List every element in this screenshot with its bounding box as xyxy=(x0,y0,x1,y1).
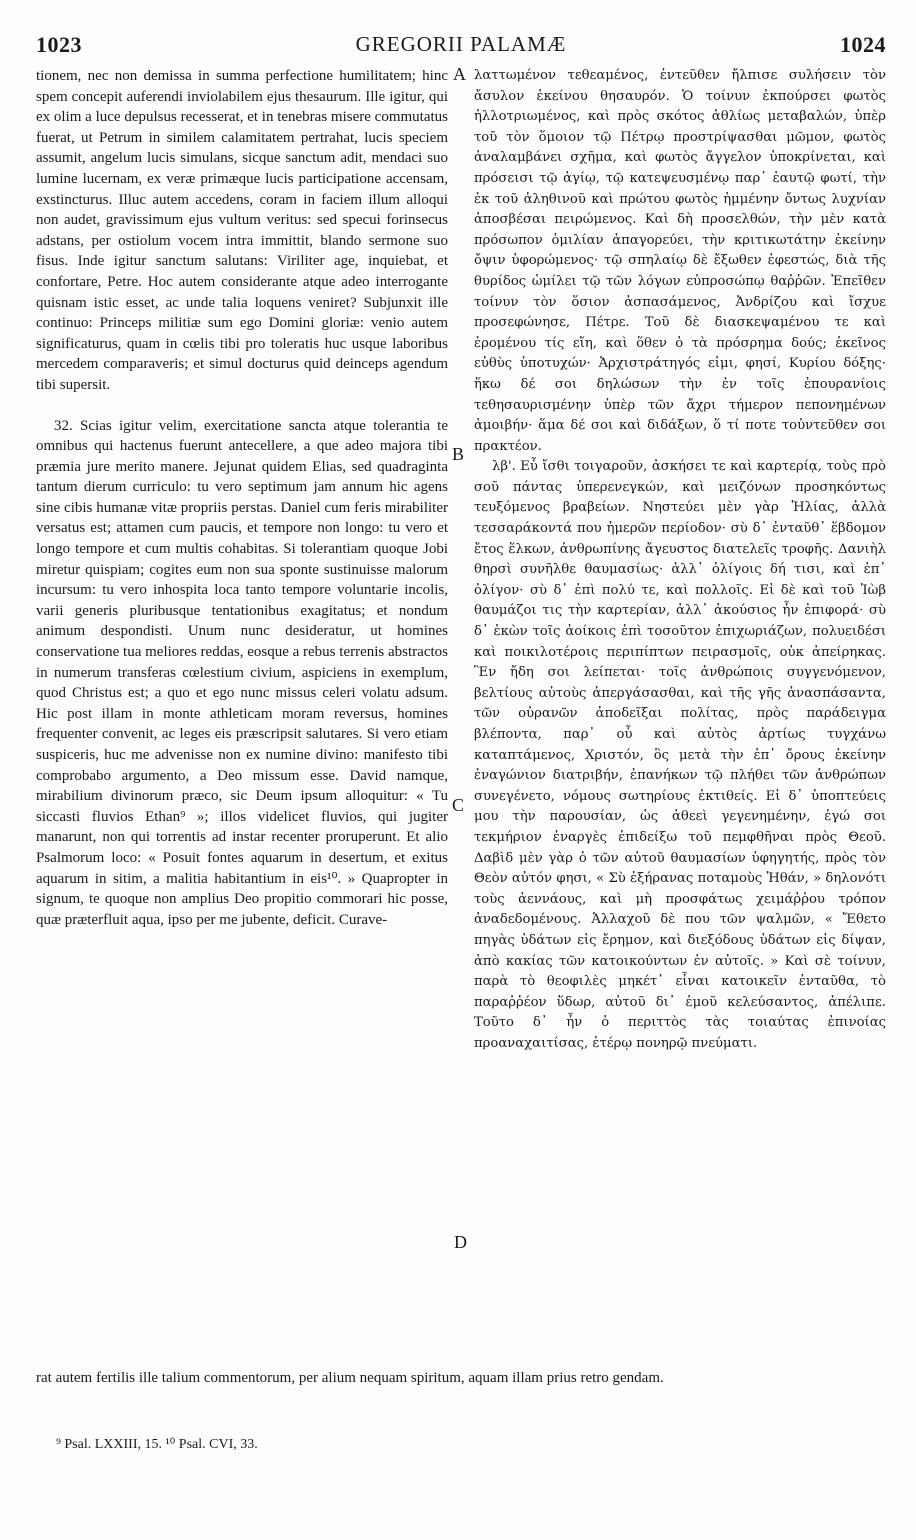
page-number-left: 1023 xyxy=(36,32,82,57)
footnotes: ⁹ Psal. LXXIII, 15. ¹⁰ Psal. CVI, 33. xyxy=(56,1437,258,1452)
greek-paragraph-1: λαττωμένον τεθεαμένος, ἐντεῦθεν ἤλπισε συλήσειν τὸν ἄσυλον ἐκείνου θησαυρόν. Ὁ τοίνυν ἐκπούρσει φωτὸς ἠλλοτριωμένος, καὶ πρὸς σκότος ἀθλίως μεταβαλών, ὑπὲρ τοῦ τὸν ὅμοιον τῷ Πέτρῳ προστρίψασθαι μῶμον, φωτὸς ἀναλαμβάνει σχῆμα, καὶ φωτὸς ἄγγελον ὑποκρίνεται, καὶ πρόσεισι τῷ ἁγίῳ, τῷ κατεψευσμένῳ παρ᾽ ἑαυτῷ φωτί, τὴν ἐκ τοῦ ἀληθινοῦ καὶ πρώτου φωτὸς ἡμμένην ὄντως λυχνίαν ἀποσβέσαι πειρώμενος. Καὶ δὴ προσελθών, τὴν μὲν κατὰ πρόσωπον ὁμιλίαν ἀπαγορεύει, τὴν κριτικωτάτην ἐκείνην ὄψιν ὑφορώμενος· τῷ σπηλαίῳ δὲ ἔξωθεν ἐφεστώς, διὰ τῆς θυρίδος ὡμίλει τῷ τῶν λόγων εὐπροσώπῳ θαῤῥῶν. Ἐπεῖθεν τοίνυν τὸν ὅσιον ἀσπασάμενος, Ἀνδρίζου καὶ ἴσχυε προσεφώνησε, Πέτρε. Τοῦ δὲ διασκεψαμένου τε καὶ ἐρομένου τίς εἴη, καὶ ὅθεν ὁ τὰ πρόσρημα δούς; ἐκεῖνος εὐθὺς ὑποτυχών· Ἀρχιστράτηγός εἰμι, φησί, Κυρίου δόξης· ἥκω δέ σοι δηλώσων τὴν ἐν τοῖς ἐπουρανίοις τεθησαυρισμένην ὑπὲρ τῶν ἄχρι τήμερον πεπονημένων ἀμοιβήν· ἅμα δέ σοι καὶ διδάξων, ὅ τί ποτε τοὐντεῦθεν σοι πρακτέον. xyxy=(474,68,886,454)
latin-continuation: rat autem fertilis ille talium commentorum, per alium nequam spiritum, aquam illam prius retro gendam. xyxy=(36,1370,664,1386)
margin-marker-d: D xyxy=(454,1232,467,1252)
latin-paragraph-1: tionem, nec non demissa in summa perfectione humilitatem; hinc spem concepit auferendi inviolabilem ejus thesaurum. Ille igitur, qui ex olim a luce depulsus recesserat, et in tenebras misere commutatus fuerat, ut Petrum in similem calamitatem pertrahat, lucis speciem assumit, angelum lucis simulans, sicque sanctum adit, mendaci suo lumine lucernam, ex veræ primæque lucis participatione accensam, exstincturus. Illuc autem accedens, coram in faciem illum alloqui non audet, gravissimum ejus vultum veritus: sed specui forinsecus adstans, per ostiolum vocem intra immittit, blando sermone suo fisus. Inde igitur sanctum salutans: Viriliter age, inquiebat, et confortare, Petre. Hoc autem considerante atque adeo interrogante quisnam istic esset, ac unde talia loquens veniret? Subjunxit ille continuo: Princeps militiæ sum ego Domini gloriæ: venio autem significaturus, quam in cœlis tibi pro toleratis huc usque laboribus mercedem comparaveris; et simul docturus quid deinceps agendum tibi supersit. xyxy=(36,68,448,393)
margin-marker-b: B xyxy=(452,444,465,464)
page-header xyxy=(36,32,886,60)
running-title: GREGORII PALAMÆ xyxy=(355,32,567,56)
margin-marker-c: C xyxy=(452,795,465,815)
greek-column xyxy=(474,66,886,1055)
latin-paragraph-32: 32. Scias igitur velim, exercitatione sancta atque tolerantia te omnibus qui hactenus fuerunt antecellere, a que adeo majora tibi præmia jure merito manere. Jejunat quidem Elias, sed quadraginta tantum dierum curriculo: tu vero septimum jam annum hic agens sine cibis humanæ vitæ propriis perstas. Daniel cum feris mirabiliter versatus est; attamen cum paucis, et tempore non longo: tu vero et longo tempore et cum multis cohabitas. Si tolerantiam quoque Jobi miretur quispiam; cogites eum non sua sponte sustinuisse malorum incursum: tu vero inhospita loca tanto tempore voluntarie incolis, varii generis pluribusque tentationibus exagitatus; et nondum animum despondisti. Unum nunc desideratur, ut homines conservatione tua meliores reddas, eosque a rebus terrenis abstractos in numerum transferas cœlestium civium, aspiciens in exemplum, quod Christus est; a quo et ego nunc missus celeri volatu adsum. Hic post illam in monte athleticam moram reversus, homines frequenter convenit, ac leges eis præscripsit salutares. Si vero etiam suspiceris, huc me advenisse non ex numine divino: manifesto tibi comprobabo argumento, a Deo missum esse. David namque, mirabilium divinorum præco, sic Deum ipsum alloquitur: « Tu siccasti fluvios Ethan⁹ »; illos videlicet fluvios, qui jugiter manarunt, non qui torrentis ad instar recenter proruperunt. Et alio Psalmorum loco: « Posuit fontes aquarum in desertum, et exitus aquarum in sitim, a malitia habitantium in eis¹⁰. » Quapropter in signum, te quoque non amplius Deo propitio commorari hic posse, quæ præterfluit aqua, ipso per me jubente, deficit. Curave- xyxy=(36,417,448,928)
greek-paragraph-32: λβ'. Εὖ ἴσθι τοιγαροῦν, ἀσκήσει τε καὶ καρτερίᾳ, τοὺς πρὸ σοῦ πάντας ὑπερενεγκών, καὶ μειζόνων προσηκόντως τευξόμενος βραβείων. Νηστεύει μὲν γὰρ Ἠλίας, ἀλλὰ τεσσαράκοντά που ἡμερῶν περίοδον· σὺ δ᾽ ἐνταῦθ᾽ ἕβδομον ἔτος ἕλκων, ἀνθρωπίνης ἄγευστος διατελεῖς τροφῆς. Δανιὴλ θηρσὶ συνῆλθε θαυμασίως· ἀλλ᾽ ὀλίγοις δή τισι, καὶ ἐπ᾽ ὀλίγον· σὺ δ᾽ ἐπὶ πολύ τε, καὶ πολλοῖς. Εἰ δὲ καὶ τοῦ Ἰὼβ θαυμάζοι τις τὴν καρτερίαν, ἀλλ᾽ ἀκούσιος ἦν ἐπιφορά· σὺ δ᾽ ἑκὼν τοῖς ἀοίκοις ἐπὶ τοσοῦτον ἐπιχωριάζων, πολυειδέσι καὶ ποικιλοτέροις περιπίπτων πειρασμοῖς, οὐκ ἀπείρηκας. Ἓν ἤδη σοι λείπεται· τοῖς ἀνθρώποις συγγενόμενον, βελτίους αὐτοὺς ἀπεργάσασθαι, καὶ τῆς γῆς ἀνασπάσαντα, τῶν οὐρανῶν ἀποδεῖξαι πολίτας, πρὸς παράδειγμα βλέποντα, παρ᾽ οὗ καὶ αὐτὸς ἀρτίως τυγχάνω καταπτάμενος, Χριστόν, ὃς μετὰ τὴν ἐπ᾽ ὄρους ἐκείνην ἐναγώνιον διατριβήν, ἐπανήκων τῷ πλήθει τῶν ἀνθρώπων συνεγένετο, νόμους σωτηρίους ἐκτιθείς. Εἰ δ᾽ ὑποπτεύεις μου τὴν παρουσίαν, ὡς ἀθεεὶ γεγενημένην, ἐγώ σοι τεκμήριον ἐναργὲς ἐπιδείξω τοῦ πεμφθῆναι πρὸς Θεοῦ. Δαβὶδ μὲν γὰρ ὁ τῶν αὐτοῦ θαυμασίων ὑφηγητής, πρὸς τὸν Θεὸν αὐτόν φησι, « Σὺ ἐξήρανας ποταμοὺς Ἠθάν, » δηλονότι τοὺς ἀεννάους, καὶ μὴ προσφάτως χειμάῤῥου τρόπον ἀναδεδομένους. Ἀλλαχοῦ δὲ που τῶν ψαλμῶν, « Ἔθετο πηγὰς ὑδάτων εἰς ἔρημον, καὶ διεξόδους ὑδάτων εἰς δίψαν, ἀπὸ κακίας τῶν κατοικούντων ἐν αὐτοῖς. » Καὶ σὲ τοίνυν, παρὰ τὸ θεοφιλὲς μηκέτ᾽ εἶναι κατοικεῖν ἐνταῦθα, τὸ παραῤῥέον ὕδωρ, αὐτοῦ δι᾽ ἐμοῦ κελεύσαντος, ἀπέλιπε. Τοῦτο δ᾽ ἦν ὁ περιττὸς τὰς τοιαύτας ἐπινοίας προαναχαιτίσας, ἑτέρῳ πονηρῷ πνεύματι. xyxy=(474,459,886,1051)
page-number-right: 1024 xyxy=(840,32,886,57)
latin-column xyxy=(36,66,448,930)
margin-marker-a: A xyxy=(453,64,466,84)
